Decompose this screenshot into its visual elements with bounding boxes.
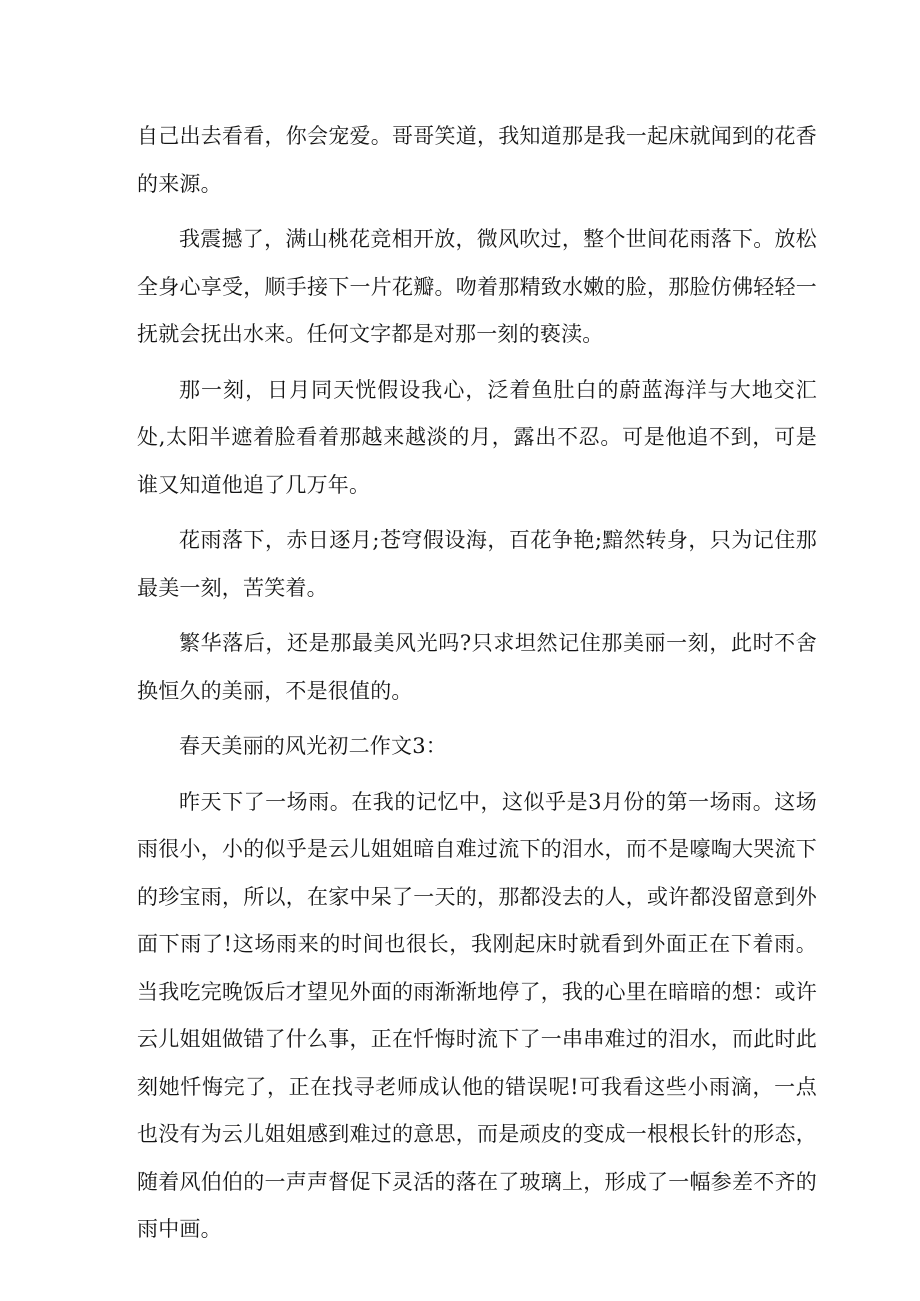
paragraph-2: 我震撼了，满山桃花竞相开放，微风吹过，整个世间花雨落下。放松全身心享受，顺手接下一片花瓣。吻着那精致水嫩的脸，那脸仿佛轻轻一抚就会抚出水来。任何文字都是对那一刻的亵渎。 <box>137 227 817 346</box>
paragraph-1: 自己出去看看，你会宠爱。哥哥笑道，我知道那是我一起床就闻到的花香的来源。 <box>137 124 817 196</box>
paragraph-5: 繁华落后，还是那最美风光吗?只求坦然记住那美丽一刻，此时不舍换恒久的美丽，不是很值的。 <box>137 631 817 703</box>
paragraph-3: 那一刻，日月同天恍假设我心，泛着鱼肚白的蔚蓝海洋与大地交汇处,太阳半遮着脸看着那越来越淡的月，露出不忍。可是他追不到，可是谁又知道他追了几万年。 <box>137 377 817 497</box>
section-heading: 春天美丽的风光初二作文3： <box>179 734 447 758</box>
paragraph-4: 花雨落下，赤日逐月;苍穹假设海，百花争艳;黯然转身，只为记住那最美一刻，苦笑着。 <box>137 528 817 600</box>
document-body <box>137 113 817 1254</box>
paragraph-7: 昨天下了一场雨。在我的记忆中，这似乎是3月份的第一场雨。这场雨很小，小的似乎是云儿姐姐暗自难过流下的泪水，而不是嚎啕大哭流下的珍宝雨，所以，在家中呆了一天的，那都没去的人，或许都没留意到外面下雨了!这场雨来的时间也很长，我刚起床时就看到外面正在下着雨。当我吃完晚饭后才望见外面的雨渐渐地停了，我的心里在暗暗的想：或许云儿姐姐做错了什么事，正在忏悔时流下了一串串难过的泪水，而此时此刻她忏悔完了，正在找寻老师成认他的错误呢!可我看这些小雨滴，一点也没有为云儿姐姐感到难过的意思，而是顽皮的变成一根根长针的形态，随着风伯伯的一声声督促下灵活的落在了玻璃上，形成了一幅参差不齐的雨中画。 <box>137 789 817 1241</box>
